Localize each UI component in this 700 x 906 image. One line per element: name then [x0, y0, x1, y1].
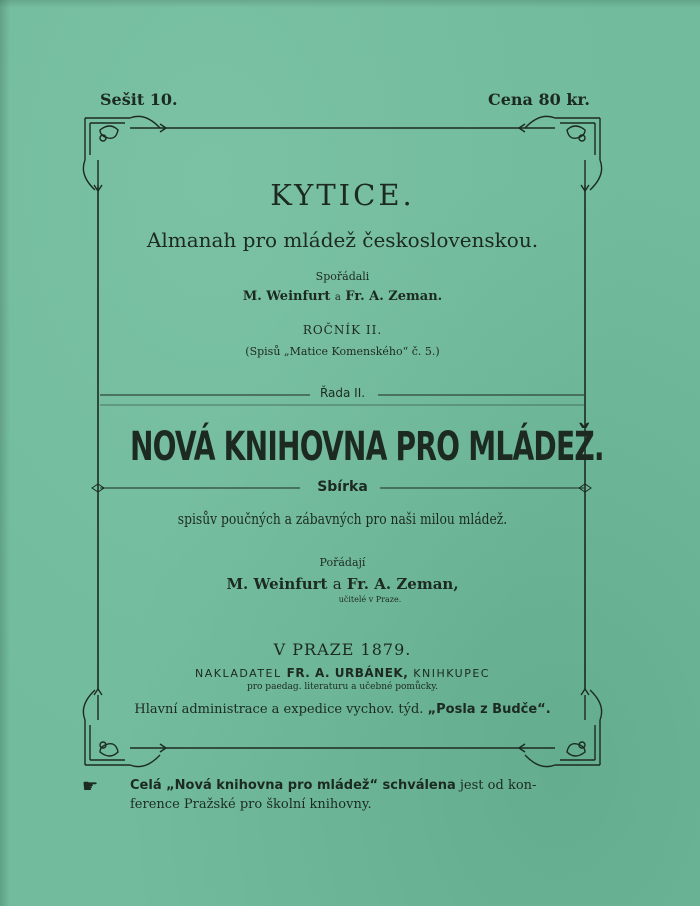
- administration-line: [100, 702, 585, 717]
- arranged-label: Spořádali: [315, 270, 370, 283]
- publisher-line: [100, 666, 585, 680]
- notice-line-2: ference Pražské pro školní knihovny.: [130, 797, 372, 812]
- price-label: Cena 80 kr.: [488, 90, 590, 109]
- corner-ornament-bottom-left: [83, 689, 166, 767]
- arranging-label: Pořádají: [319, 556, 366, 569]
- almanac-title: KYTICE.: [270, 178, 415, 212]
- corner-ornament-bottom-right: [519, 689, 602, 767]
- notice-rest: jest od kon-: [459, 778, 537, 793]
- editor-name: M. Weinfurt: [226, 575, 328, 593]
- publisher-role: KNIHKUPEC: [413, 667, 490, 680]
- editor-name: M. Weinfurt: [242, 289, 331, 304]
- editor-name: Fr. A. Zeman.: [345, 289, 443, 304]
- library-editors: [100, 575, 585, 593]
- almanac-editors: [100, 289, 585, 304]
- notice-approved: Celá „Nová knihovna pro mládež“ schválena: [130, 778, 456, 793]
- library-description: spisův poučných a zábavných pro naši milou mládež.: [177, 510, 508, 528]
- publisher-label: NAKLADATEL: [195, 667, 282, 680]
- almanac-subtitle: Almanah pro mládež československou.: [146, 228, 539, 252]
- series-note: (Spisů „Matice Komenského“ č. 5.): [245, 345, 440, 358]
- editor-name: Fr. A. Zeman,: [346, 575, 459, 593]
- publisher-name: FR. A. URBÁNEK,: [286, 666, 409, 680]
- publisher-specialty: pro paedag. literaturu a učebné pomůcky.: [246, 682, 439, 692]
- pointing-hand-icon: ☛: [82, 776, 99, 797]
- conjunction: a: [334, 292, 341, 303]
- conjunction: a: [332, 575, 342, 593]
- volume-label: ROČNÍK II.: [302, 323, 383, 337]
- library-title: NOVÁ KNIHOVNA PRO MLÁDEŽ.: [129, 424, 604, 470]
- editors-role: učitelé v Praze.: [338, 595, 402, 604]
- city-year: V PRAZE 1879.: [273, 640, 412, 659]
- admin-prefix: Hlavní administrace a expedice vychov. týd.: [134, 702, 424, 717]
- journal-name: „Posla z Budče“.: [427, 702, 551, 717]
- series-label: Řada II.: [319, 386, 366, 400]
- collection-label: Sbírka: [317, 479, 368, 495]
- notice-line-1: [130, 778, 536, 793]
- issue-number: Sešit 10.: [100, 90, 178, 109]
